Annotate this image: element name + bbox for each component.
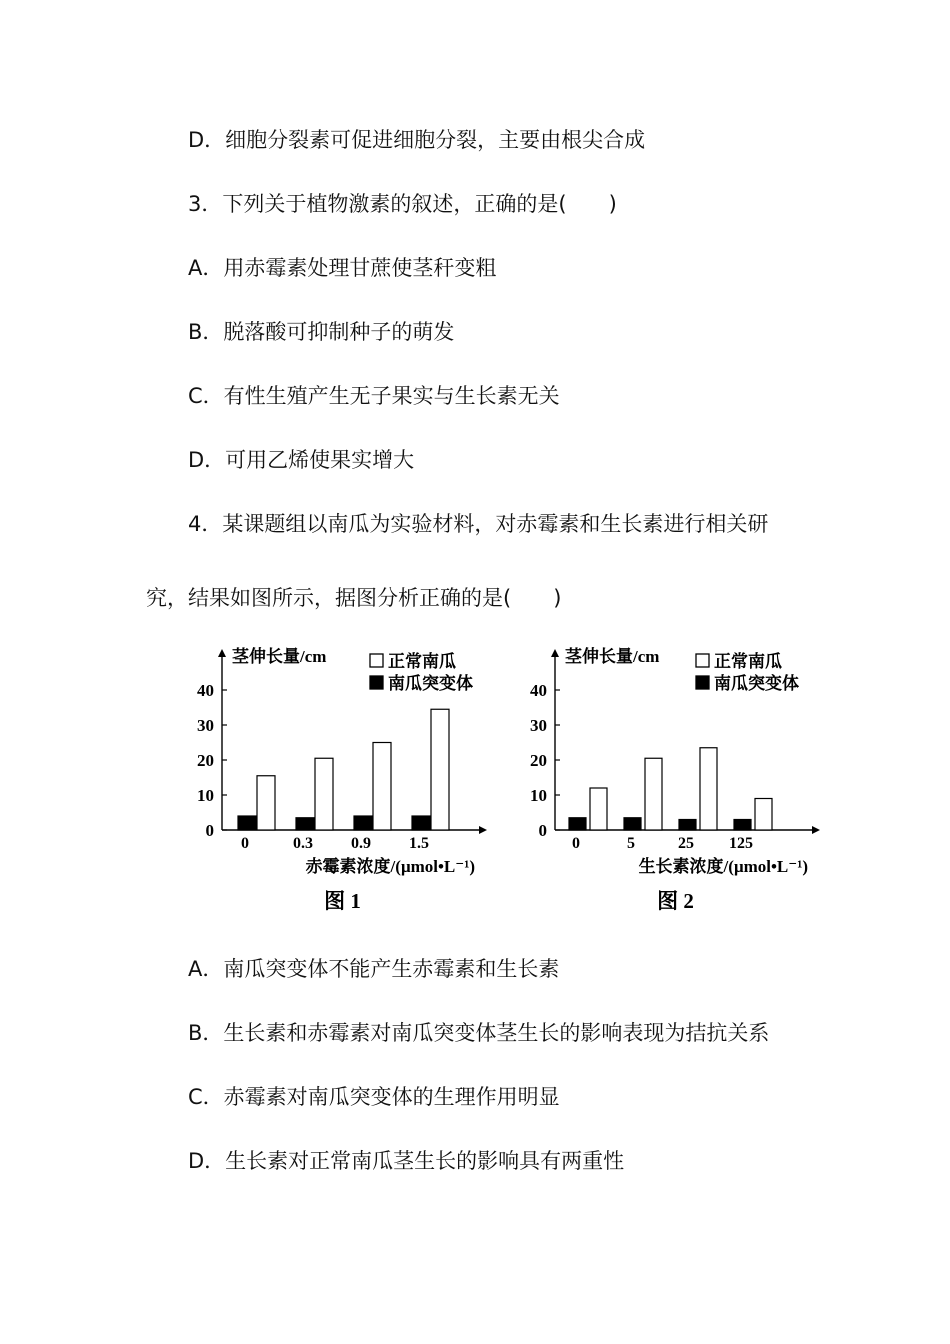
chart1-y-axis-arrow (218, 649, 226, 657)
option-d-q3: D．可用乙烯使果实增大 (188, 448, 415, 472)
chart2-y-tick-label: 10 (530, 786, 547, 805)
chart1-x-tick-label: 1.5 (409, 835, 429, 852)
chart1-bar (431, 709, 449, 830)
charts-svg (180, 635, 860, 925)
chart2-legend-swatch (696, 676, 709, 689)
chart2-bar (590, 788, 607, 830)
chart1-y-tick-label: 30 (197, 716, 214, 735)
figure-bar-charts (180, 635, 860, 925)
chart1-legend-swatch (370, 654, 383, 667)
chart2-x-tick-label: 125 (729, 835, 753, 852)
chart1-x-axis-arrow (479, 826, 487, 834)
chart1-y-tick-label: 40 (197, 681, 214, 700)
chart1-legend-label: 正常南瓜 (388, 652, 456, 671)
question-3-stem (188, 189, 617, 219)
option-b-q3: B．脱落酸可抑制种子的萌发 (188, 320, 455, 344)
question-4-stem-line2 (146, 583, 561, 613)
question-4-stem-line1: 4．某课题组以南瓜为实验材料，对赤霉素和生长素进行相关研 (188, 512, 769, 536)
chart1-y-label: 茎伸长量/cm (232, 647, 327, 666)
chart1-y-tick-label: 20 (197, 751, 214, 770)
chart1-bar (238, 816, 256, 830)
option-b-q4: B．生长素和赤霉素对南瓜突变体茎生长的影响表现为拮抗关系 (188, 1021, 770, 1045)
question-4-text: 究，结果如图所示，据图分析正确的是( (146, 586, 512, 610)
question-3-close-paren: ) (608, 192, 617, 216)
chart2-bar (700, 748, 717, 830)
chart1-title: 图 1 (324, 889, 361, 913)
chart1-x-tick-label: 0 (241, 835, 249, 852)
chart1-y-tick-label: 0 (205, 821, 214, 840)
chart2-x-tick-label: 25 (678, 835, 694, 852)
chart2-y-axis-arrow (551, 649, 559, 657)
chart2-legend-label: 南瓜突变体 (714, 674, 799, 693)
chart1-bar (315, 758, 333, 830)
chart1-x-label: 赤霉素浓度/(μmol•L⁻¹) (305, 857, 475, 876)
chart2-y-tick-label: 40 (530, 681, 547, 700)
chart2-bar (734, 820, 751, 831)
chart2-y-tick-label: 30 (530, 716, 547, 735)
option-c-q4: C．赤霉素对南瓜突变体的生理作用明显 (188, 1085, 560, 1109)
chart2-title: 图 2 (657, 889, 694, 913)
chart2-bar (679, 820, 696, 831)
chart1-x-tick-label: 0.9 (351, 835, 371, 852)
chart2-x-axis-arrow (812, 826, 820, 834)
chart2-bar (624, 818, 641, 830)
chart2-legend-swatch (696, 654, 709, 667)
option-d-q2: D．细胞分裂素可促进细胞分裂，主要由根尖合成 (188, 128, 646, 152)
chart2-x-tick-label: 5 (627, 835, 635, 852)
chart1-bar (412, 816, 430, 830)
chart1-bar (296, 818, 314, 830)
question-3-text: 3．下列关于植物激素的叙述，正确的是( (188, 192, 567, 216)
chart1-legend-swatch (370, 676, 383, 689)
chart1-x-tick-label: 0.3 (293, 835, 313, 852)
chart2-y-label: 茎伸长量/cm (565, 647, 660, 666)
chart1-y-tick-label: 10 (197, 786, 214, 805)
option-a-q4: A．南瓜突变体不能产生赤霉素和生长素 (188, 957, 560, 981)
chart1-legend-label: 南瓜突变体 (388, 674, 473, 693)
chart2-x-tick-label: 0 (572, 835, 580, 852)
chart2-legend-label: 正常南瓜 (714, 652, 782, 671)
chart2-x-label: 生长素浓度/(μmol•L⁻¹) (638, 857, 808, 876)
chart2-y-tick-label: 20 (530, 751, 547, 770)
chart1-bar (257, 776, 275, 830)
chart1-bar (373, 743, 391, 831)
option-a-q3: A．用赤霉素处理甘蔗使茎秆变粗 (188, 256, 497, 280)
chart2-bar (645, 758, 662, 830)
option-d-q4: D．生长素对正常南瓜茎生长的影响具有两重性 (188, 1149, 625, 1173)
question-4-close-paren: ) (553, 586, 562, 610)
chart2-bar (755, 799, 772, 831)
option-c-q3: C．有性生殖产生无子果实与生长素无关 (188, 384, 560, 408)
chart2-y-tick-label: 0 (538, 821, 547, 840)
chart2-bar (569, 818, 586, 830)
chart1-bar (354, 816, 372, 830)
